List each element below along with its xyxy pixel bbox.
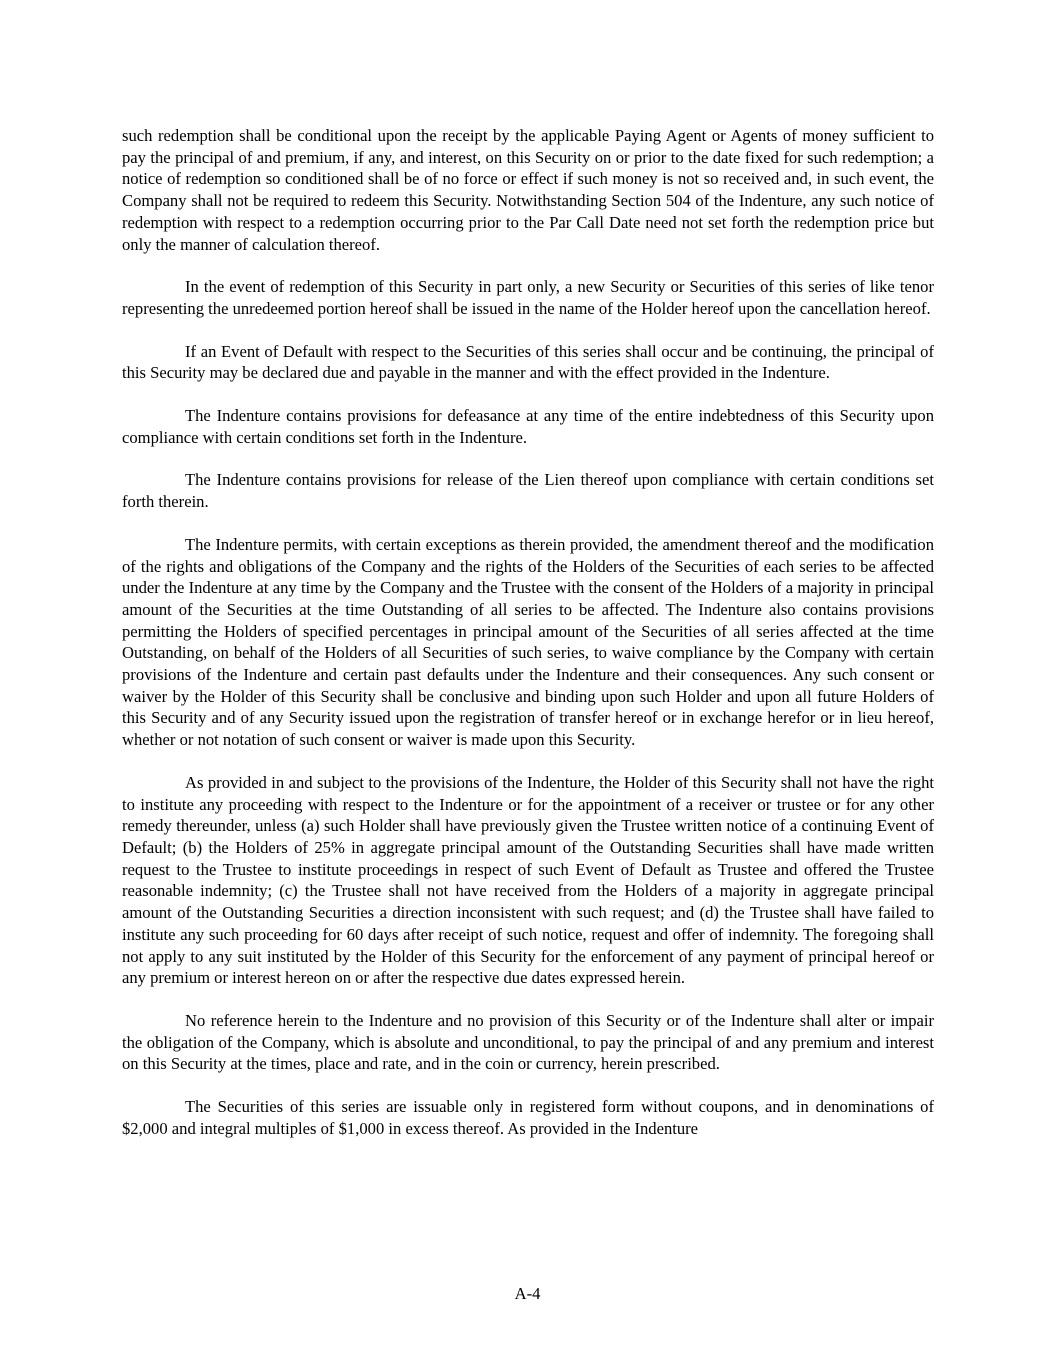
paragraph-event-of-default: If an Event of Default with respect to the Securities of this series shall occur and be continuing, the principal of this Security may be declared due and payable in the manner and with the effect provided in the Indenture.: [122, 341, 934, 383]
page-number: A-4: [514, 1284, 541, 1303]
paragraph-redemption-condition: such redemption shall be conditional upon the receipt by the applicable Paying Agent or Agents of money sufficient to pay the principal of and premium, if any, and interest, on this Security on or prior to the date fixed for such redemption; a notice of redemption so conditioned shall be of no force or effect if such money is not so received and, in such event, the Company shall not be required to redeem this Security. Notwithstanding Section 504 of the Indenture, any such notice of redemption with respect to a redemption occurring prior to the Par Call Date need not set forth the redemption price but only the manner of calculation thereof.: [122, 126, 934, 254]
paragraph-partial-redemption: In the event of redemption of this Security in part only, a new Security or Securities of this series of like tenor representing the unredeemed portion hereof shall be issued in the name of the Holder hereof upon the cancellation hereof.: [122, 277, 934, 318]
document-body: [122, 125, 934, 1160]
paragraph-holder-rights: As provided in and subject to the provisions of the Indenture, the Holder of this Security shall not have the right to institute any proceeding with respect to the Indenture or for the appointment of a receiver or trustee or for any other remedy thereunder, unless (a) such Holder shall have previously given the Trustee written notice of a continuing Event of Default; (b) the Holders of 25% in aggregate principal amount of the Outstanding Securities shall have made written request to the Trustee to institute proceedings in respect of such Event of Default as Trustee and offered the Trustee reasonable indemnity; (c) the Trustee shall not have received from the Holders of a majority in aggregate principal amount of the Outstanding Securities a direction inconsistent with such request; and (d) the Trustee shall have failed to institute any such proceeding for 60 days after receipt of such notice, request and offer of indemnity. The foregoing shall not apply to any suit instituted by the Holder of this Security for the enforcement of any payment of principal hereof or any premium or interest hereon on or after the respective due dates expressed herein.: [122, 772, 934, 988]
paragraph-defeasance: The Indenture contains provisions for defeasance at any time of the entire indebtedness of this Security upon compliance with certain conditions set forth in the Indenture.: [122, 406, 934, 447]
paragraph-obligation: No reference herein to the Indenture and no provision of this Security or of the Indenture shall alter or impair the obligation of the Company, which is absolute and unconditional, to pay the principal of and any premium and interest on this Security at the times, place and rate, and in the coin or currency, herein prescribed.: [122, 1010, 934, 1074]
paragraph-denominations: The Securities of this series are issuable only in registered form without coupons, and in denominations of $2,000 and integral multiples of $1,000 in excess thereof. As provided in the Indenture: [122, 1097, 934, 1138]
paragraph-amendment: The Indenture permits, with certain exceptions as therein provided, the amendment thereof and the modification of the rights and obligations of the Company and the rights of the Holders of the Securities of each series to be affected under the Indenture at any time by the Company and the Trustee with the consent of the Holders of a majority in principal amount of the Securities at the time Outstanding of all series to be affected. The Indenture also contains provisions permitting the Holders of specified percentages in principal amount of the Securities of all series affected at the time Outstanding, on behalf of the Holders of all Securities of such series, to waive compliance by the Company with certain provisions of the Indenture and certain past defaults under the Indenture and their consequences. Any such consent or waiver by the Holder of this Security shall be conclusive and binding upon such Holder and upon all future Holders of this Security and of any Security issued upon the registration of transfer hereof or in exchange herefor or in lieu hereof, whether or not notation of such consent or waiver is made upon this Security.: [122, 534, 934, 750]
paragraph-lien-release: The Indenture contains provisions for release of the Lien thereof upon compliance with certain conditions set forth therein.: [122, 470, 934, 512]
